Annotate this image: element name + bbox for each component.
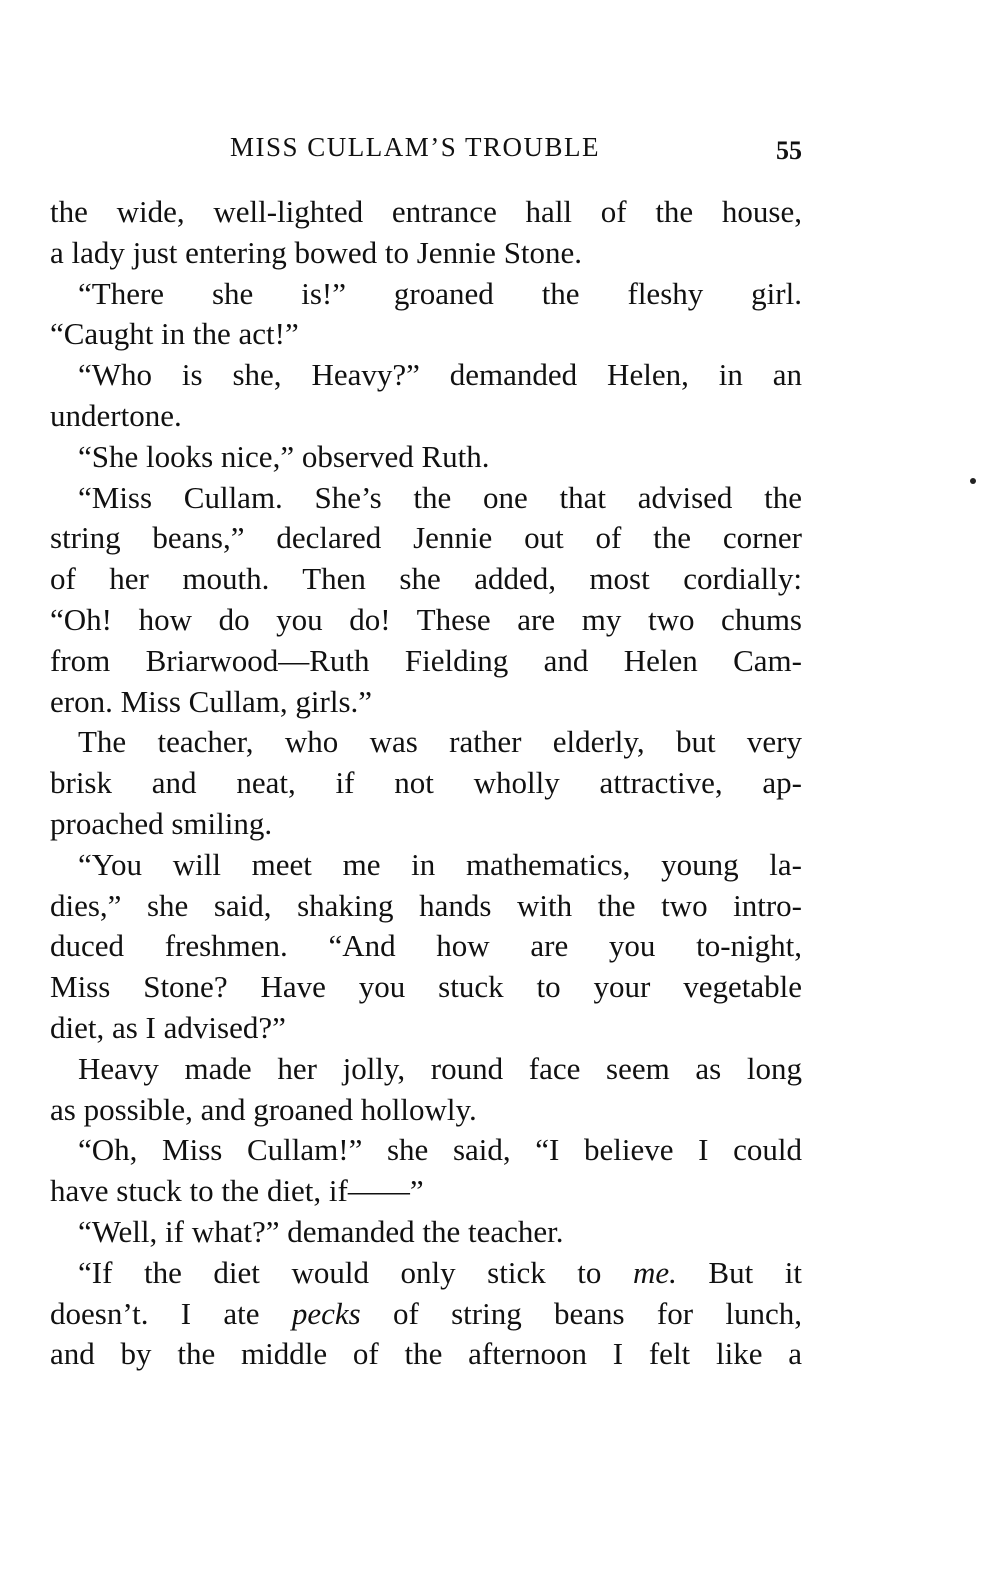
text-line: “She looks nice,” observed Ruth. [78, 438, 490, 474]
text-line: the wide, well-lighted entrance hall of the house, [50, 194, 802, 229]
text-line: “Oh, Miss Cullam!” she said, “I believe I could [78, 1132, 802, 1168]
body-text [50, 192, 802, 1375]
running-head [50, 128, 802, 168]
text-line: diet, as I advised?” [50, 1009, 286, 1045]
text-line: The teacher, who was rather elderly, but very [78, 724, 802, 760]
text-line: Heavy made her jolly, round face seem as long [78, 1050, 802, 1086]
text-line: a lady just entering bowed to Jennie Stone. [50, 234, 583, 270]
text-line: brisk and neat, if not wholly attractive, ap- [50, 765, 802, 801]
running-title: MISS CULLAM’S TROUBLE [230, 132, 601, 162]
text-line: Miss Stone? Have you stuck to your vegetable [50, 969, 802, 1005]
text-line: “Who is she, Heavy?” demanded Helen, in an [78, 357, 802, 393]
text-line: string beans,” declared Jennie out of the corner [50, 520, 802, 556]
text-line: “Well, if what?” demanded the teacher. [78, 1213, 564, 1249]
text-line: “Oh! how do you do! These are my two chums [50, 601, 802, 637]
text-line: dies,” she said, shaking hands with the two intro- [50, 887, 802, 923]
text-line: “If the diet would only stick to me. But it [78, 1254, 802, 1290]
text-line: eron. Miss Cullam, girls.” [50, 683, 373, 719]
emphasis: pecks [291, 1295, 361, 1331]
text-line: “You will meet me in mathematics, young la- [78, 846, 802, 882]
text-line: “Caught in the act!” [50, 316, 299, 352]
text-line: from Briarwood—Ruth Fielding and Helen Cam- [50, 642, 802, 678]
text-line: of her mouth. Then she added, most cordially: [50, 561, 802, 597]
text-line: doesn’t. I ate pecks of string beans for lunch, [50, 1295, 802, 1331]
text-line: “There she is!” groaned the fleshy girl. [78, 275, 802, 311]
text-line: undertone. [50, 397, 182, 433]
text-line: as possible, and groaned hollowly. [50, 1091, 477, 1127]
text-line: proached smiling. [50, 805, 273, 841]
text-line: “Miss Cullam. She’s the one that advised the [78, 479, 802, 515]
ink-speck [970, 478, 976, 484]
text-line: and by the middle of the afternoon I felt like a [50, 1336, 802, 1372]
text-line: duced freshmen. “And how are you to-night, [50, 928, 802, 964]
text-line: have stuck to the diet, if——” [50, 1173, 424, 1209]
emphasis: me. [632, 1254, 677, 1290]
page-number: 55 [776, 136, 802, 165]
